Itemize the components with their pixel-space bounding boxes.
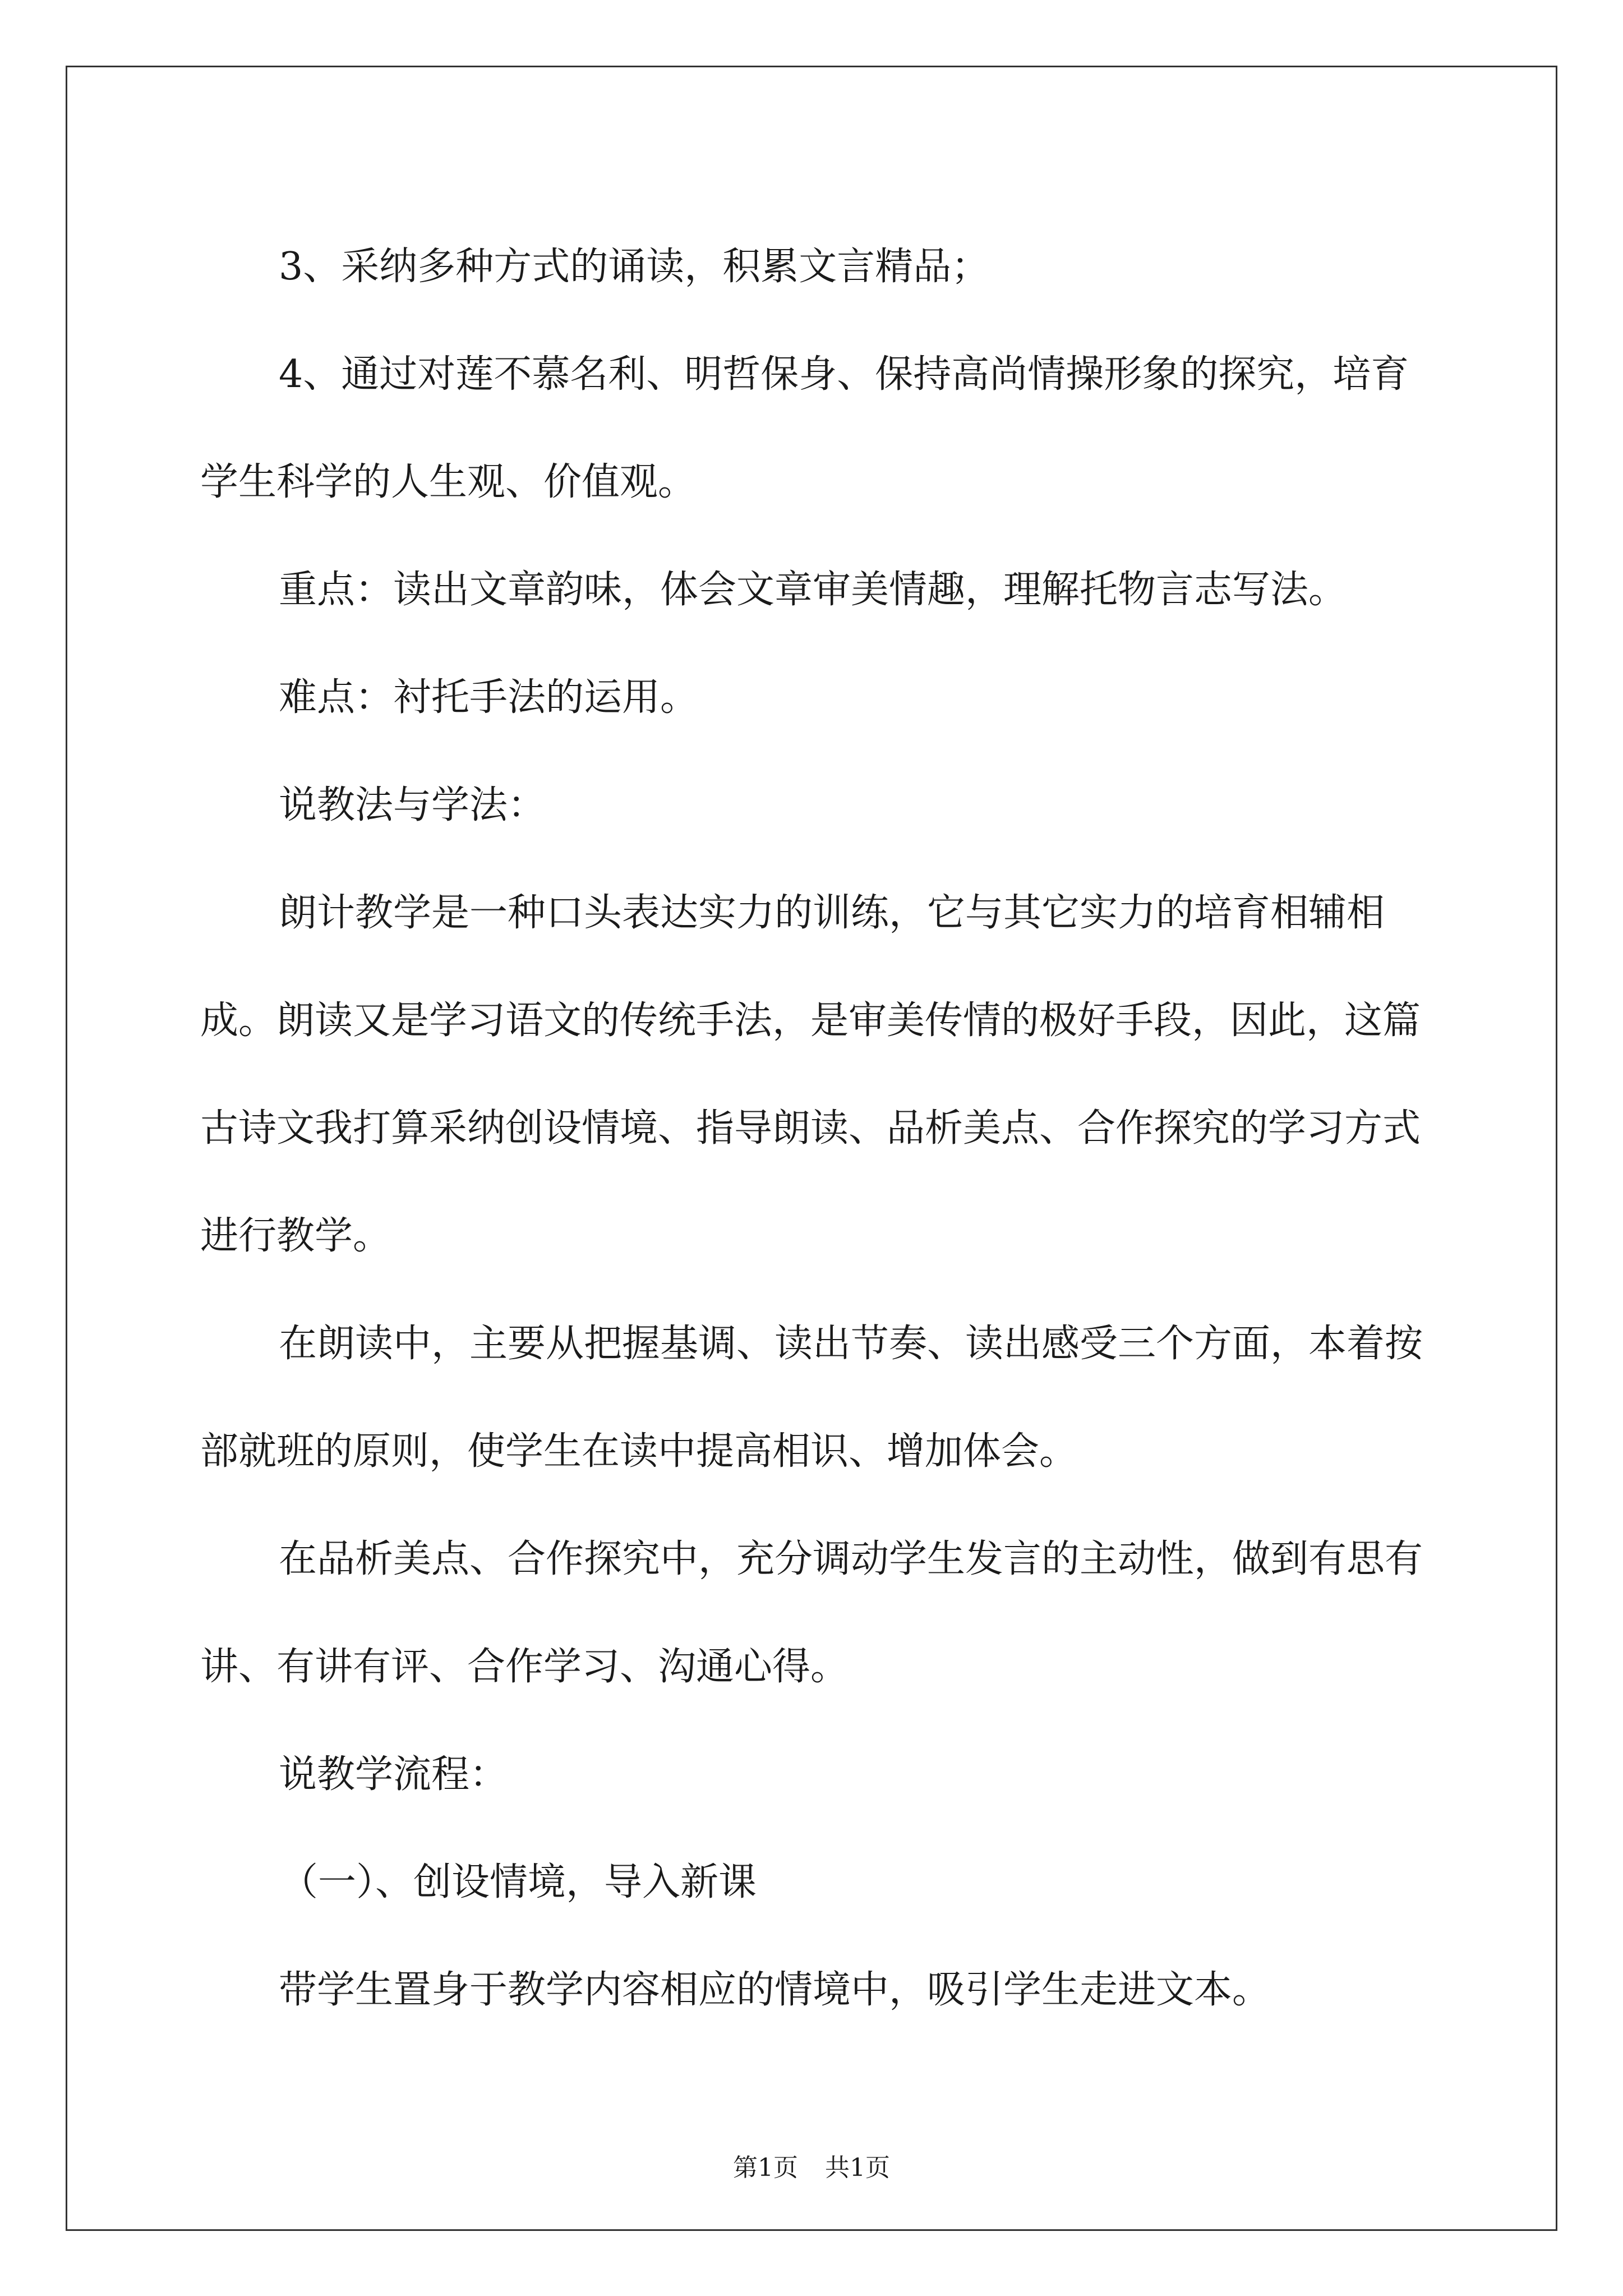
- paragraph-reading-aspects: 在朗读中，主要从把握基调、读出节奏、读出感受三个方面，本着按部就班的原则，使学生在读中提高相识、增加体会。: [200, 1322, 1423, 1474]
- heading-teaching-methods: 说教法与学法：: [279, 783, 546, 827]
- heading-teaching-process: 说教学流程：: [279, 1752, 508, 1797]
- document-body: [200, 213, 1434, 2044]
- page-number: 第1页: [733, 2154, 798, 2182]
- page-total: 共1页: [825, 2154, 890, 2182]
- paragraph-objective-3: 3、采纳多种方式的诵读，积累文言精品；: [279, 245, 990, 289]
- paragraph-cooperative-study: 在品析美点、合作探究中，充分调动学生发言的主动性，做到有思有讲、有讲有评、合作学习、沟通心得。: [200, 1537, 1423, 1689]
- paragraph-objective-4: 4、通过对莲不慕名利、明哲保身、保持高尚情操形象的探究，培育学生科学的人生观、价值观。: [200, 352, 1409, 504]
- paragraph-difficulty: 难点：衬托手法的运用。: [279, 675, 699, 720]
- paragraph-step-1-detail: 带学生置身于教学内容相应的情境中，吸引学生走进文本。: [279, 1968, 1271, 2012]
- subheading-step-1: （一）、创设情境，导入新课: [280, 1860, 757, 1904]
- paragraph-reading-teaching: 朗计教学是一种口头表达实力的训练，它与其它实力的培育相辅相成。朗读又是学习语文的传统手法，是审美传情的极好手段，因此，这篇古诗文我打算采纳创设情境、指导朗读、品析美点、合作探究的学习方式进行教学。: [200, 891, 1421, 1258]
- paragraph-key-point: 重点：读出文章韵味，体会文章审美情趣，理解托物言志写法。: [279, 568, 1347, 612]
- page-footer: [0, 2147, 1623, 2183]
